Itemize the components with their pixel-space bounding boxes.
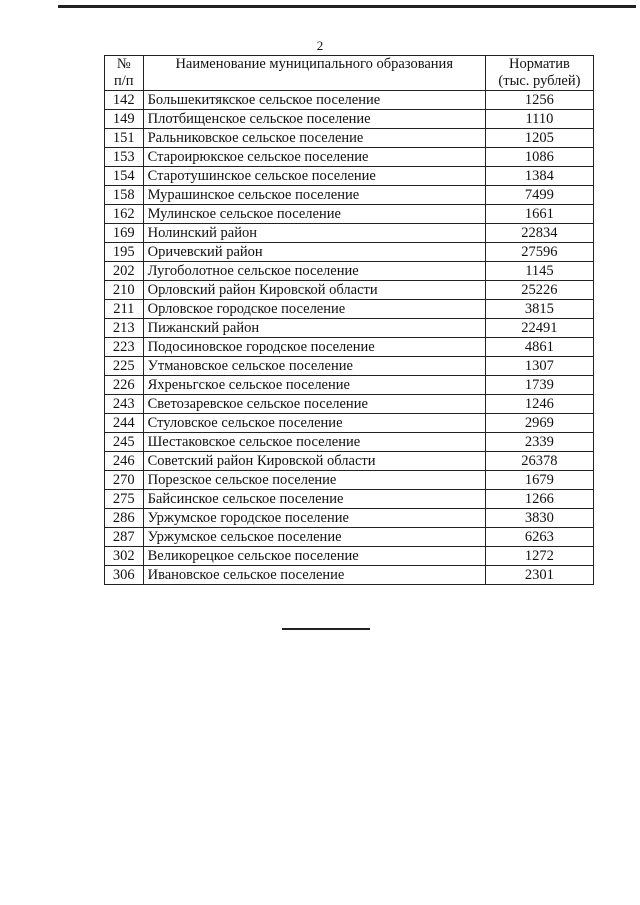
row-value: 2301 [485, 566, 593, 585]
table-row [105, 148, 594, 167]
row-value: 2339 [485, 433, 593, 452]
row-number: 169 [105, 224, 144, 243]
row-name: Плотбищенское сельское поселение [143, 110, 485, 129]
row-number: 210 [105, 281, 144, 300]
table-row [105, 186, 594, 205]
row-value: 1086 [485, 148, 593, 167]
row-value: 3815 [485, 300, 593, 319]
row-number: 195 [105, 243, 144, 262]
row-name: Великорецкое сельское поселение [143, 547, 485, 566]
row-number: 302 [105, 547, 144, 566]
top-rule [58, 5, 636, 8]
row-value: 1110 [485, 110, 593, 129]
row-name: Стуловское сельское поселение [143, 414, 485, 433]
row-value: 27596 [485, 243, 593, 262]
table-row [105, 262, 594, 281]
table-row [105, 471, 594, 490]
row-value: 3830 [485, 509, 593, 528]
row-value: 2969 [485, 414, 593, 433]
row-name: Старотушинское сельское поселение [143, 167, 485, 186]
row-value: 1739 [485, 376, 593, 395]
row-name: Уржумское сельское поселение [143, 528, 485, 547]
row-name: Орловский район Кировской области [143, 281, 485, 300]
page-number: 2 [316, 38, 324, 53]
row-name: Шестаковское сельское поселение [143, 433, 485, 452]
table-row [105, 547, 594, 566]
row-name: Лугоболотное сельское поселение [143, 262, 485, 281]
table-row [105, 129, 594, 148]
row-value: 22834 [485, 224, 593, 243]
row-number: 211 [105, 300, 144, 319]
table-row [105, 300, 594, 319]
header-value [485, 56, 593, 91]
table-row [105, 376, 594, 395]
table-row [105, 509, 594, 528]
row-value: 1256 [485, 91, 593, 110]
row-number: 162 [105, 205, 144, 224]
row-name: Уржумское городское поселение [143, 509, 485, 528]
row-value: 22491 [485, 319, 593, 338]
row-name: Пижанский район [143, 319, 485, 338]
row-number: 158 [105, 186, 144, 205]
row-value: 1272 [485, 547, 593, 566]
table-row [105, 338, 594, 357]
row-value: 1246 [485, 395, 593, 414]
row-value: 1266 [485, 490, 593, 509]
row-value: 4861 [485, 338, 593, 357]
header-name-spacer [148, 73, 481, 90]
end-rule [282, 628, 370, 630]
row-name: Яхреньгское сельское поселение [143, 376, 485, 395]
row-number: 243 [105, 395, 144, 414]
table-row [105, 167, 594, 186]
row-name: Мурашинское сельское поселение [143, 186, 485, 205]
table-body [105, 91, 594, 585]
table-row [105, 357, 594, 376]
row-value: 1205 [485, 129, 593, 148]
row-value: 25226 [485, 281, 593, 300]
row-number: 244 [105, 414, 144, 433]
row-value: 6263 [485, 528, 593, 547]
row-number: 286 [105, 509, 144, 528]
header-num-line2: п/п [114, 73, 134, 89]
row-number: 225 [105, 357, 144, 376]
row-value: 1661 [485, 205, 593, 224]
row-name: Порезское сельское поселение [143, 471, 485, 490]
row-value: 26378 [485, 452, 593, 471]
row-number: 270 [105, 471, 144, 490]
norm-table [104, 55, 594, 585]
table-row [105, 243, 594, 262]
row-number: 275 [105, 490, 144, 509]
row-name: Светозаревское сельское поселение [143, 395, 485, 414]
row-name: Советский район Кировской области [143, 452, 485, 471]
row-number: 287 [105, 528, 144, 547]
row-name: Большекитякское сельское поселение [143, 91, 485, 110]
row-value: 1145 [485, 262, 593, 281]
row-number: 142 [105, 91, 144, 110]
row-name: Мулинское сельское поселение [143, 205, 485, 224]
row-name: Байсинское сельское поселение [143, 490, 485, 509]
table-row [105, 490, 594, 509]
row-value: 1384 [485, 167, 593, 186]
table-row [105, 224, 594, 243]
row-number: 151 [105, 129, 144, 148]
row-name: Утмановское сельское поселение [143, 357, 485, 376]
table-row [105, 528, 594, 547]
header-value-line1: Норматив [509, 56, 570, 72]
row-name: Оричевский район [143, 243, 485, 262]
header-name-text: Наименование муниципального образования [175, 56, 453, 72]
row-value: 7499 [485, 186, 593, 205]
table-row [105, 566, 594, 585]
row-name: Ральниковское сельское поселение [143, 129, 485, 148]
table-row [105, 319, 594, 338]
table-row [105, 452, 594, 471]
table-row [105, 281, 594, 300]
table-row [105, 91, 594, 110]
row-number: 149 [105, 110, 144, 129]
table-row [105, 395, 594, 414]
header-num [105, 56, 144, 91]
row-number: 246 [105, 452, 144, 471]
row-name: Нолинский район [143, 224, 485, 243]
row-name: Ивановское сельское поселение [143, 566, 485, 585]
row-number: 306 [105, 566, 144, 585]
row-number: 213 [105, 319, 144, 338]
table-row [105, 414, 594, 433]
row-name: Подосиновское городское поселение [143, 338, 485, 357]
table-row [105, 110, 594, 129]
table-header [105, 56, 594, 91]
header-value-line2: (тыс. рублей) [498, 73, 581, 89]
header-row [105, 56, 594, 91]
row-number: 245 [105, 433, 144, 452]
row-name: Орловское городское поселение [143, 300, 485, 319]
header-name [143, 56, 485, 91]
table-row [105, 205, 594, 224]
row-number: 223 [105, 338, 144, 357]
row-value: 1307 [485, 357, 593, 376]
row-value: 1679 [485, 471, 593, 490]
row-number: 202 [105, 262, 144, 281]
header-num-line1: № [116, 56, 131, 72]
row-number: 153 [105, 148, 144, 167]
row-number: 226 [105, 376, 144, 395]
table-row [105, 433, 594, 452]
row-number: 154 [105, 167, 144, 186]
row-name: Староирюкское сельское поселение [143, 148, 485, 167]
